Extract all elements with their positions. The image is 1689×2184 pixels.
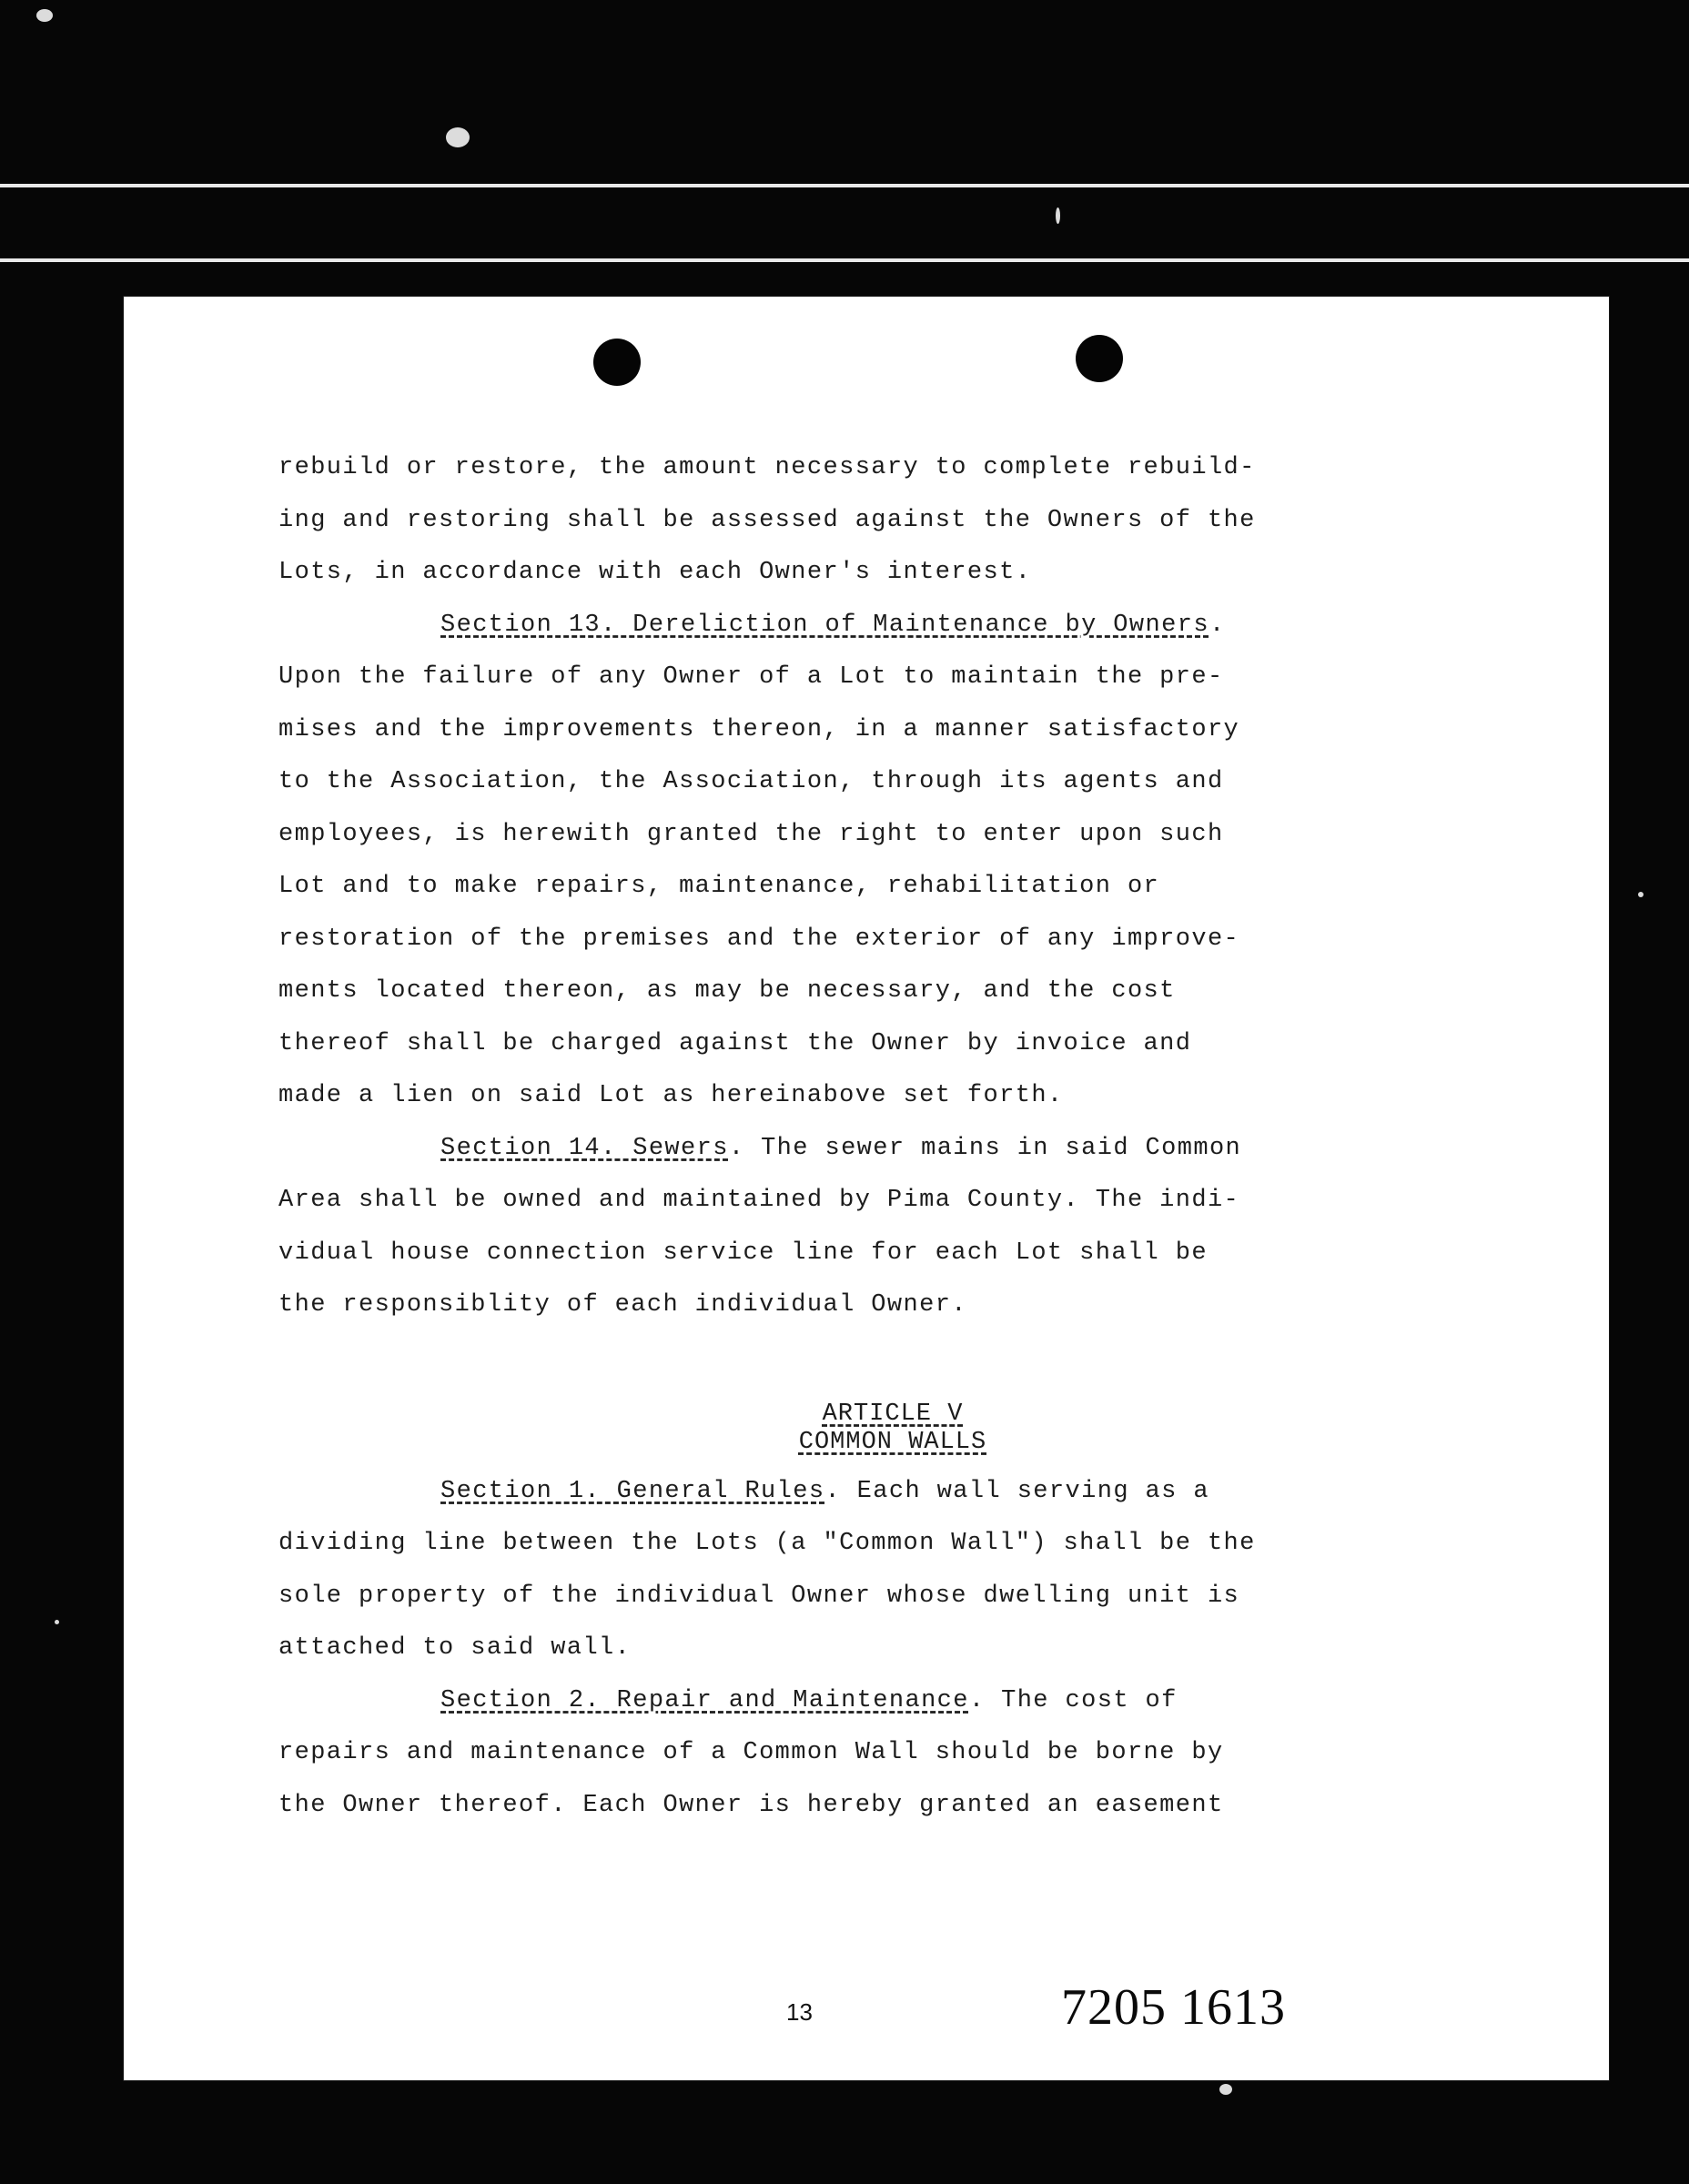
punch-hole [1076, 335, 1123, 382]
line-text: Upon the failure of any Owner of a Lot to maintain the pre- [278, 663, 1224, 691]
section-line [278, 1675, 1480, 1728]
text-line [278, 1175, 1480, 1228]
dust-speck [1219, 2084, 1232, 2095]
line-text: Area shall be owned and maintained by Pima County. The indi- [278, 1187, 1240, 1214]
section-heading: Section 2. Repair and Maintenance [440, 1686, 969, 1714]
text-line [278, 547, 1480, 600]
line-text: to the Association, the Association, through its agents and [278, 768, 1224, 795]
line-text: . The sewer mains in said Common [728, 1134, 1242, 1162]
text-line [278, 1623, 1480, 1675]
line-text: the Owner thereof. Each Owner is hereby granted an easement [278, 1791, 1224, 1819]
section-heading: Section 1. General Rules [440, 1477, 825, 1505]
line-text: Lots, in accordance with each Owner's interest. [278, 559, 1032, 586]
line-text: mises and the improvements thereon, in a manner satisfactory [278, 715, 1240, 743]
line-text: . Each wall serving as a [824, 1477, 1209, 1505]
line-text: ments located thereon, as may be necessary, and the cost [278, 977, 1176, 1005]
line-text: Lot and to make repairs, maintenance, rehabilitation or [278, 873, 1160, 900]
line-text: thereof shall be charged against the Owner by invoice and [278, 1029, 1192, 1057]
line-text: restoration of the premises and the exterior of any improve- [278, 925, 1240, 953]
text-line [278, 1279, 1480, 1332]
section-line [278, 1123, 1480, 1176]
text-line [278, 1228, 1480, 1280]
text-line [278, 1018, 1480, 1071]
article-heading [278, 1400, 1480, 1457]
line-text: employees, is herewith granted the right to enter upon such [278, 820, 1224, 848]
text-line [278, 1727, 1480, 1780]
article-number: ARTICLE V [822, 1400, 964, 1428]
line-text: attached to said wall. [278, 1634, 632, 1662]
page-number: 13 [786, 1998, 813, 2026]
text-line [278, 809, 1480, 862]
scanner-edge-line [0, 184, 1689, 187]
text-line [278, 861, 1480, 914]
text-line [278, 442, 1480, 495]
document-stamp-number: 7205 1613 [1061, 1979, 1286, 2036]
section-heading: Section 14. Sewers [440, 1134, 729, 1162]
section-line [278, 1466, 1480, 1519]
text-line [278, 756, 1480, 809]
line-text: . The cost of [968, 1686, 1178, 1714]
line-text: repairs and maintenance of a Common Wall should be borne by [278, 1739, 1224, 1766]
document-page [124, 297, 1609, 2080]
punch-hole [593, 339, 641, 386]
line-text: vidual house connection service line for each Lot shall be [278, 1239, 1208, 1267]
text-line [278, 1571, 1480, 1623]
dust-speck [1056, 207, 1060, 224]
line-text: sole property of the individual Owner whose dwelling unit is [278, 1582, 1240, 1610]
line-text: dividing line between the Lots (a "Common Wall") shall be the [278, 1530, 1256, 1557]
line-text: ing and restoring shall be assessed against the Owners of the [278, 506, 1256, 534]
dust-speck [446, 127, 470, 147]
dust-speck [55, 1620, 59, 1624]
text-line [278, 652, 1480, 704]
body-text-after-article [278, 1466, 1480, 1833]
document-body [278, 442, 1480, 1832]
text-line [278, 1518, 1480, 1571]
line-text: rebuild or restore, the amount necessary to complete rebuild- [278, 454, 1256, 481]
dust-speck [1638, 892, 1643, 897]
article-title: COMMON WALLS [798, 1428, 987, 1456]
line-text: the responsiblity of each individual Owner. [278, 1291, 967, 1319]
line-text: . [1209, 611, 1226, 639]
dust-speck [36, 9, 53, 22]
line-text: made a lien on said Lot as hereinabove set forth. [278, 1082, 1064, 1109]
text-line [278, 495, 1480, 548]
text-line [278, 1070, 1480, 1123]
scanner-edge-line [0, 258, 1689, 262]
text-line [278, 966, 1480, 1018]
text-line [278, 1780, 1480, 1833]
section-line [278, 600, 1480, 652]
text-line [278, 704, 1480, 757]
text-line [278, 914, 1480, 966]
body-text-before-article [278, 442, 1480, 1332]
section-heading: Section 13. Dereliction of Maintenance by Owners [440, 611, 1209, 639]
